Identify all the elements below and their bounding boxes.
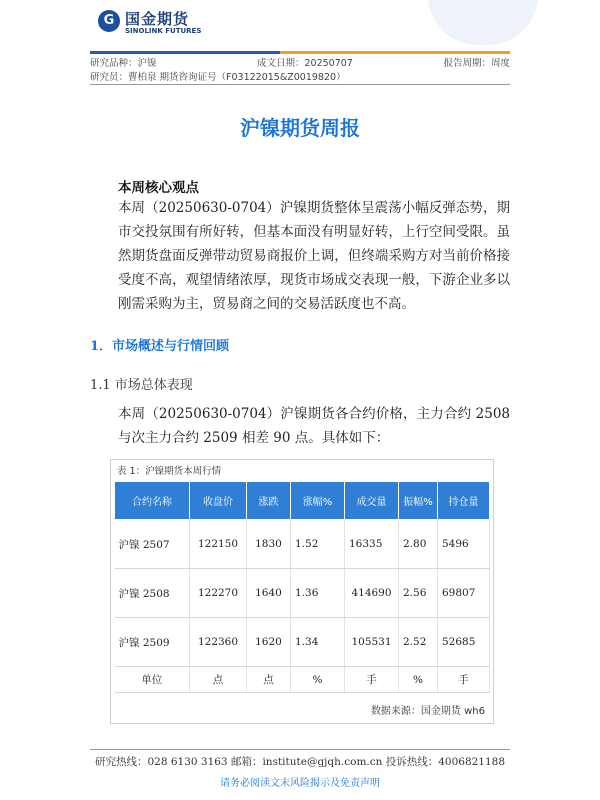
table-header-cell: 振幅% (399, 482, 438, 520)
table-cell: 1.36 (291, 569, 345, 618)
date-label: 成文日期：20250707 (257, 58, 353, 69)
table-cell: 1.34 (291, 618, 345, 667)
footer-disclaimer-link[interactable]: 请务必阅读文末风险揭示及免责声明 (220, 778, 380, 789)
core-view-heading: 本周核心观点 (118, 180, 199, 196)
table-row (115, 569, 490, 618)
footer-contact: 研究热线：028 6130 3163 邮箱：institute@gjqh.com.cn 投诉热线：4006821188 (94, 756, 506, 768)
table-cell: 2.56 (399, 569, 438, 618)
logo-en-text: SINOLINK FUTURES (125, 27, 202, 35)
table-caption: 表 1：沪镍期货本周行情 (117, 466, 222, 477)
table-header-cell: 涨跌 (247, 482, 291, 520)
table-cell: 1.52 (291, 520, 345, 569)
table-cell: 414690 (345, 569, 399, 618)
table-header-cell: 持仓量 (438, 482, 490, 520)
table-cell: 2.52 (399, 618, 438, 667)
table-unit-cell: % (291, 667, 345, 693)
table-cell: 52685 (438, 618, 490, 667)
table-unit-cell: 手 (345, 667, 399, 693)
table-row (115, 520, 490, 569)
report-meta-row-2 (90, 69, 510, 83)
footer-divider (90, 749, 510, 750)
section-1-paragraph: 本周（20250630-0704）沪镍期货各合约价格，主力合约 2508 与次主力合约 2509 相差 90 点。具体如下： (118, 406, 510, 446)
table-cell: 122360 (190, 618, 247, 667)
table-cell: 1640 (247, 569, 291, 618)
table-unit-cell: 点 (190, 667, 247, 693)
table-cell: 沪镍 2509 (115, 618, 190, 667)
table-cell: 1830 (247, 520, 291, 569)
table-unit-cell: 手 (438, 667, 490, 693)
table-header-cell: 收盘价 (190, 482, 247, 520)
table-header-cell: 合约名称 (115, 482, 190, 520)
table-header-row (115, 482, 490, 520)
section-1-heading: 1．市场概述与行情回顾 (90, 339, 230, 354)
logo-icon: G (98, 10, 120, 32)
table-row (115, 618, 490, 667)
header-divider (90, 51, 510, 54)
table-unit-cell: % (399, 667, 438, 693)
table-source: 数据来源：国金期货 wh6 (370, 706, 485, 717)
market-table-box (110, 459, 494, 724)
table-cell: 122270 (190, 569, 247, 618)
table-cell: 122150 (190, 520, 247, 569)
table-unit-row (115, 667, 490, 693)
table-cell: 沪镍 2507 (115, 520, 190, 569)
table-cell: 105531 (345, 618, 399, 667)
core-view-paragraph: 本周（20250630-0704）沪镍期货整体呈震荡小幅反弹态势，期市交投氛围有所好转，但基本面没有明显好转，上行空间受限。虽然期货盘面反弹带动贸易商报价上调，但终端采购方对当前价格接受度不高，观望情绪浓厚，现货市场成交表现一般，下游企业多以刚需采购为主，贸易商之间的交易活跃度也不高。 (118, 200, 510, 312)
researcher-label: 研究员：曹柏泉 期货咨询证号（F03122015&Z0019820） (90, 72, 346, 83)
table-cell: 2.80 (399, 520, 438, 569)
period-label: 报告周期：周度 (443, 58, 510, 69)
meta-divider (90, 84, 510, 85)
table-unit-cell: 点 (247, 667, 291, 693)
report-meta-row-1 (90, 55, 510, 69)
table-cell: 69807 (438, 569, 490, 618)
company-logo (98, 8, 228, 38)
table-cell: 5496 (438, 520, 490, 569)
variety-label: 研究品种：沪镍 (90, 58, 157, 69)
logo-cn-text: 国金期货 (125, 10, 190, 28)
table-cell: 沪镍 2508 (115, 569, 190, 618)
market-table (114, 481, 490, 693)
table-cell: 1620 (247, 618, 291, 667)
table-cell: 16335 (345, 520, 399, 569)
table-header-cell: 涨幅% (291, 482, 345, 520)
table-header-cell: 成交量 (345, 482, 399, 520)
header-watermark (428, 0, 538, 45)
table-unit-cell: 单位 (115, 667, 190, 693)
report-title: 沪镍期货周报 (240, 116, 360, 140)
section-1-1-heading: 1.1 市场总体表现 (90, 378, 193, 393)
